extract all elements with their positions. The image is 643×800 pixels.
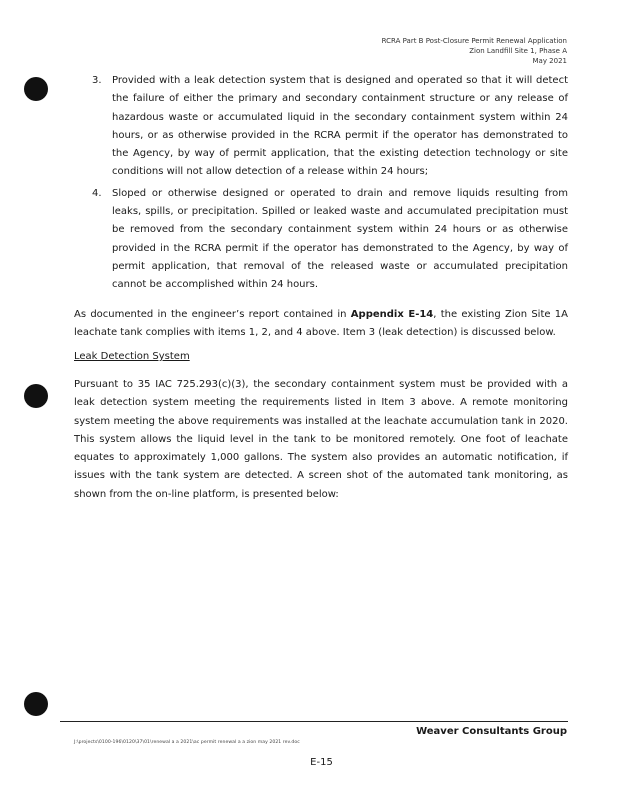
list-item: [74, 72, 568, 182]
header-date: May 2021: [532, 57, 567, 65]
list-item-text: Sloped or otherwise designed or operated to drain and remove liquids resulting from leaks, spills, or precipitation. Spilled or leaked waste and accumulated precipitation must be removed from the secondary containment system within 24 hours or as otherwise provided in the RCRA permit if the operator has demonstrated to the Agency, by way of permit application, that removal of the released waste or accumulated precipitation cannot be accomplished within 24 hours.: [112, 187, 568, 291]
list-item: [74, 185, 568, 295]
page-number: E-15: [310, 757, 333, 768]
binder-hole-top: [24, 77, 48, 101]
list-item-number: 4.: [92, 187, 102, 199]
page-header: [382, 36, 567, 66]
leak-detection-paragraph: Pursuant to 35 IAC 725.293(c)(3), the secondary containment system must be provided with a leak detection system meeting the requirements listed in Item 3 above. A remote monitoring system meeting the above requirements was installed at the leachate accumulation tank in 2020. This system allows the liquid level in the tank to be monitored remotely. One foot of leachate equates to approximately 1,000 gallons. The system also provides an automatic notification, if issues with the tank system are detected. A screen shot of the automated tank monitoring, as shown from the on-line platform, is presented below:: [74, 379, 568, 500]
requirements-list: [74, 72, 568, 295]
engineer-report-paragraph: As documented in the engineer’s report contained in Appendix E-14, the existing Zion Site 1A leachate tank complies with items 1, 2, and 4 above. Item 3 (leak detection) is discussed below.: [74, 309, 569, 339]
footer-divider: [60, 721, 568, 722]
list-item-number: 3.: [92, 75, 102, 86]
binder-hole-middle: [24, 384, 48, 408]
header-site: Zion Landfill Site 1, Phase A: [469, 47, 567, 55]
header-title: RCRA Part B Post-Closure Permit Renewal Application: [381, 37, 567, 45]
list-item-text: Provided with a leak detection system that is designed and operated so that it will detect the failure of either the primary and secondary containment structure or any release of hazardous waste or accumulated liquid in the secondary containment system within 24 hours, or as otherwise provided in the RCRA permit if the operator has demonstrated to the Agency, by way of permit application, that the existing detection technology or site conditions will not allow detection of a release within 24 hours;: [112, 75, 568, 178]
footer-company: Weaver Consultants Group: [416, 726, 567, 737]
appendix-reference: Appendix E-14: [350, 309, 434, 320]
footer-file-path: J:\projects\0100-196\0120\37\01\renewal a a 2021\ac permit renewal a a zion may 2021 rev.doc: [74, 740, 300, 745]
section-heading: Leak Detection System: [74, 351, 190, 362]
binder-hole-bottom: [24, 692, 48, 716]
